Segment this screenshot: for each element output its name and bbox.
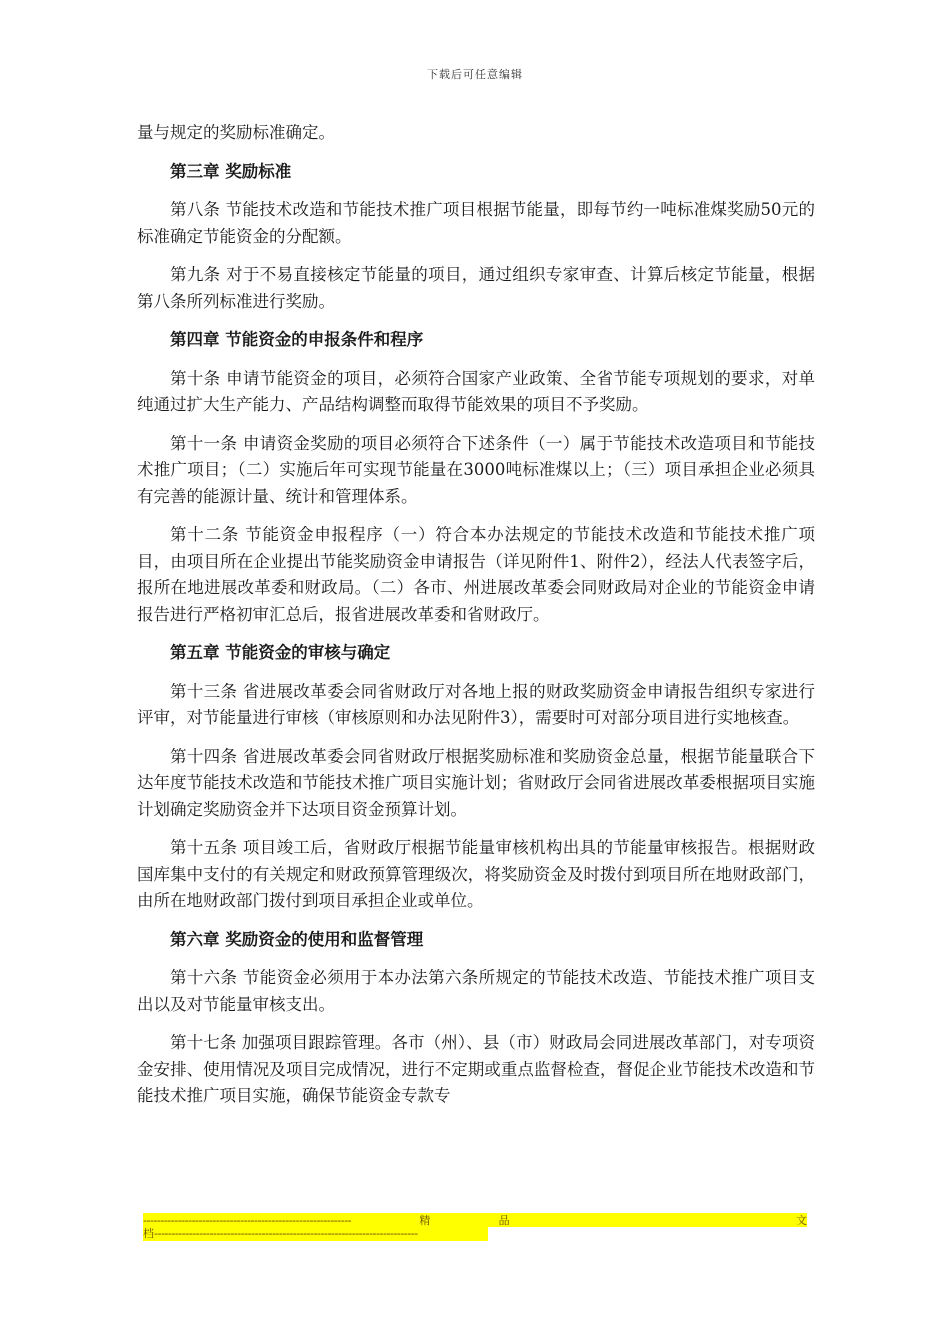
paragraph: 第十条 申请节能资金的项目，必须符合国家产业政策、全省节能专项规划的要求，对单纯通过扩大生产能力、产品结构调整而取得节能效果的项目不予奖励。 [137,368,815,414]
chapter-heading: 第三章 奖励标准 [170,161,292,181]
paragraph: 第八条 节能技术改造和节能技术推广项目根据节能量，即每节约一吨标准煤奖励50元的标准确定节能资金的分配额。 [137,200,815,246]
paragraph: 第十五条 项目竣工后，省财政厅根据节能量审核机构出具的节能量审核报告。根据财政国库集中支付的有关规定和财政预算管理级次，将奖励资金及时拨付到项目所在地财政部门，由所在地财政部门拨付到项目承担企业或单位。 [137,838,815,910]
chapter-heading: 第四章 节能资金的申报条件和程序 [170,330,424,349]
chapter-heading: 第五章 节能资金的审核与确定 [170,643,391,662]
document-body [137,120,815,1122]
footer-dashes-left: ------------------------------------------------------------ [143,1213,352,1227]
footer-char-wen: 文 [795,1213,807,1227]
footer-char-jing: 精 [419,1213,431,1227]
paragraph: 第十七条 加强项目跟踪管理。各市（州）、县（市）财政局会同进展改革部门，对专项资金安排、使用情况及项目完成情况，进行不定期或重点监督检查，督促企业节能技术改造和节能技术推广项目实施，确保节能资金专款专 [137,1033,815,1105]
footer-char-dang: 档 [143,1227,154,1240]
footer-char-pin: 品 [498,1213,510,1227]
paragraph: 第十六条 节能资金必须用于本办法第六条所规定的节能技术改造、节能技术推广项目支出以及对节能量审核支出。 [137,968,815,1014]
page-header: 下载后可任意编辑 [427,68,523,81]
paragraph: 第九条 对于不易直接核定节能量的项目，通过组织专家审查、计算后核定节能量，根据第八条所列标准进行奖励。 [137,265,815,311]
paragraph: 第十三条 省进展改革委会同省财政厅对各地上报的财政奖励资金申请报告组织专家进行评审，对节能量进行审核（审核原则和办法见附件3），需要时可对部分项目进行实地核查。 [137,681,815,727]
paragraph: 第十二条 节能资金申报程序（一）符合本办法规定的节能技术改造和节能技术推广项目，由项目所在企业提出节能奖励资金申请报告（详见附件1、附件2），经法人代表签字后，报所在地进展改革委和财政局。（二）各市、州进展改革委会同财政局对企业的节能资金申请报告进行严格初审汇总后，报省进展改革委和省财政厅。 [137,525,815,624]
footer-line-2 [143,1227,488,1241]
footer-dashes-right: ---------------------------------------------------------------------------- [154,1227,418,1240]
paragraph: 量与规定的奖励标准确定。 [137,123,335,142]
chapter-heading: 第六章 奖励资金的使用和监督管理 [170,929,424,949]
paragraph: 第十四条 省进展改革委会同省财政厅根据奖励标准和奖励资金总量，根据节能量联合下达年度节能技术改造和节能技术推广项目实施计划；省财政厅会同省进展改革委根据项目实施计划确定奖励资金并下达项目资金预算计划。 [137,746,815,819]
footer-watermark [143,1213,807,1241]
footer-line-1 [143,1213,807,1227]
paragraph: 第十一条 申请资金奖励的项目必须符合下述条件（一）属于节能技术改造项目和节能技术推广项目；（二）实施后年可实现节能量在3000吨标准煤以上；（三）项目承担企业必须具有完善的能源计量、统计和管理体系。 [137,433,815,506]
